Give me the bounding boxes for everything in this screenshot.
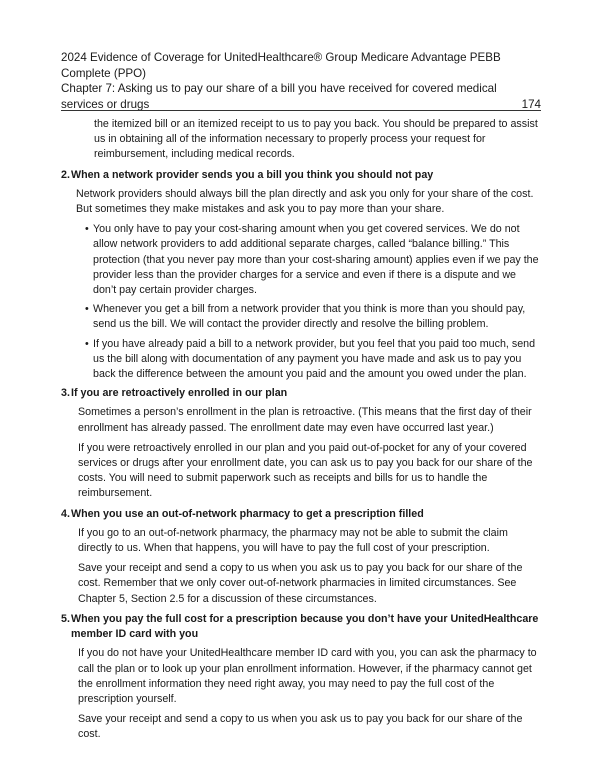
page-body <box>61 117 541 748</box>
document-title-line-1: 2024 Evidence of Coverage for UnitedHealthcare® Group Medicare Advantage PEBB <box>61 51 501 64</box>
chapter-title-line-1: Chapter 7: Asking us to pay our share of a bill you have received for covered medical <box>61 82 497 95</box>
list-item-text: You only have to pay your cost-sharing amount when you get covered services. We do not allow network providers to add additional separate charges, called “balance billing.” This protection (that you never pay more than your cost-sharing amount) applies even if we pay the provider less than the provider charges for a service and even if there is a dispute and we don’t pay certain provider charges. <box>93 223 539 297</box>
section-number: 5. <box>61 612 70 625</box>
header-divider <box>61 110 541 111</box>
section-paragraph: Save your receipt and send a copy to us when you ask us to pay you back for our share of the cost. Remember that we only cover out-of-network pharmacies in limited circumstances. See Chapter 5, Section 2.5 for a discussion of these circumstances. <box>78 562 523 605</box>
list-item <box>87 222 541 298</box>
section-number: 4. <box>61 507 70 520</box>
section-number: 2. <box>61 168 70 181</box>
section-title: When a network provider sends you a bill you think you should not pay <box>71 168 434 181</box>
chapter-title-line-2: services or drugs <box>61 97 150 111</box>
section-number: 3. <box>61 387 70 400</box>
list-item <box>87 337 541 383</box>
section-paragraph: If you do not have your UnitedHealthcare member ID card with you, you can ask the pharmacy to call the plan or to look up your plan enrollment information. However, if the pharmacy cannot get the enrollment information they need right away, you may need to pay the full cost of the prescription yourself. <box>78 647 537 705</box>
section-title: When you use an out-of-network pharmacy to get a prescription filled <box>71 507 424 520</box>
list-item <box>87 302 541 332</box>
section-paragraph: If you go to an out-of-network pharmacy, the pharmacy may not be able to submit the claim directly to us. When that happens, you will have to pay the full cost of your prescription. <box>78 526 508 555</box>
list-item-text: If you have already paid a bill to a network provider, but you feel that you paid too much, send us the bill along with documentation of any payment you have made and ask us to pay you back the difference between the amount you paid and the amount you owed under the plan. <box>93 337 536 381</box>
section-paragraph: If you were retroactively enrolled in our plan and you paid out-of-pocket for any of your covered services or drugs after your enrollment date, you can ask us to pay you back for our share of the costs. You will need to submit paperwork such as receipts and bills for us to handle the reimbursement. <box>78 441 533 500</box>
section-paragraph: Sometimes a person’s enrollment in the plan is retroactive. (This means that the first day of their enrollment has already passed. The enrollment date may even have occurred last year.) <box>78 406 532 434</box>
section-heading-2 <box>61 168 541 183</box>
section-heading-4 <box>61 507 541 522</box>
page-number: 174 <box>521 97 541 111</box>
section-paragraph: Network providers should always bill the plan directly and ask you only for your share of the cost. But sometimes they make mistakes and ask you to pay more than your share. <box>76 187 534 216</box>
bullet-list <box>61 222 541 382</box>
page-header <box>61 50 541 112</box>
bullet-icon: • <box>85 223 89 236</box>
bullet-icon: • <box>85 337 89 350</box>
intro-continuation: the itemized bill or an itemized receipt to us to pay you back. You should be prepared to assist us in obtaining all of the information necessary to properly process your request for reimbursement, including medical records. <box>94 118 538 161</box>
bullet-icon: • <box>85 303 89 316</box>
document-title-line-2: Complete (PPO) <box>61 66 147 80</box>
section-title: When you pay the full cost for a prescription because you don’t have your UnitedHealthcare member ID card with you <box>71 612 539 641</box>
section-heading-3 <box>61 386 541 401</box>
section-title: If you are retroactively enrolled in our plan <box>71 387 288 400</box>
section-heading-5 <box>61 612 541 642</box>
section-paragraph: Save your receipt and send a copy to us when you ask us to pay you back for our share of the cost. <box>78 713 523 741</box>
list-item-text: Whenever you get a bill from a network provider that you think is more than you should pay, send us the bill. We will contact the provider directly and resolve the billing problem. <box>93 303 526 331</box>
